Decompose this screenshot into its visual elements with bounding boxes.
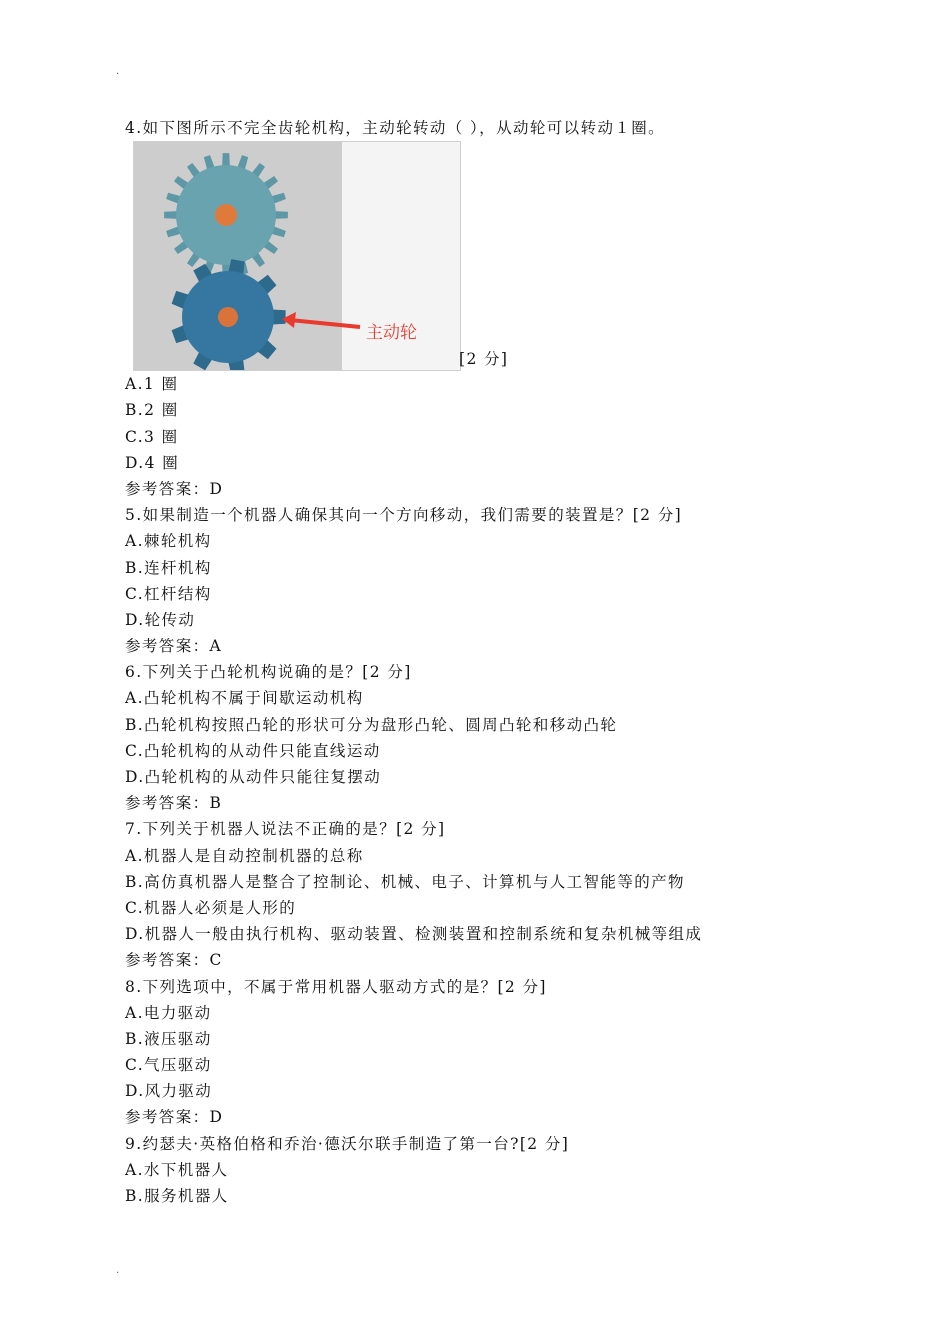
q7-option-b: B.高仿真机器人是整合了控制论、机械、电子、计算机与人工智能等的产物 — [125, 872, 685, 891]
q4-option-b: B.2 圈 — [125, 401, 179, 420]
q5-answer: 参考答案：A — [125, 637, 223, 656]
q6-option-b: B.凸轮机构按照凸轮的形状可分为盘形凸轮、圆周凸轮和移动凸轮 — [125, 715, 618, 734]
q7-option-d: D.机器人一般由执行机构、驱动装置、检测装置和控制系统和复杂机械等组成 — [125, 925, 703, 944]
driver-gear-hub — [218, 307, 238, 327]
q6-option-d: D.凸轮机构的从动件只能往复摆动 — [125, 768, 382, 786]
q5-option-b: B.连杆机构 — [125, 558, 212, 577]
q8-option-d: D.风力驱动 — [125, 1082, 213, 1101]
q8-option-b: B.液压驱动 — [125, 1029, 212, 1048]
q6-option-a: A.凸轮机构不属于间歇运动机构 — [125, 689, 364, 708]
q4-option-d: D.4 圈 — [125, 453, 180, 472]
q9-option-b: B.服务机器人 — [125, 1187, 229, 1205]
q4-answer: 参考答案：D — [125, 479, 224, 498]
q7-stem: 7.下列关于机器人说法不正确的是？[2 分] — [125, 820, 446, 839]
q9-stem: 9.约瑟夫·英格伯格和乔治·德沃尔联手制造了第一台?[2 分] — [125, 1134, 570, 1153]
q8-option-c: C.气压驱动 — [125, 1056, 212, 1075]
q7-option-c: C.机器人必须是人形的 — [125, 898, 297, 917]
q4-option-a: A.1 圈 — [125, 375, 179, 394]
q8-answer: 参考答案：D — [125, 1108, 224, 1127]
q8-stem: 8.下列选项中，不属于常用机器人驱动方式的是？[2 分] — [125, 977, 547, 996]
q5-option-c: C.杠杆结构 — [125, 584, 212, 603]
q5-stem: 5.如果制造一个机器人确保其向一个方向移动，我们需要的装置是？[2 分] — [125, 506, 683, 525]
q5-option-a: A.棘轮机构 — [125, 532, 212, 551]
q4-option-c: C.3 圈 — [125, 427, 179, 446]
q5-option-d: D.轮传动 — [125, 610, 196, 629]
q4-figure-row — [125, 141, 905, 371]
page-marker-bottom: . — [116, 1265, 120, 1276]
driver-gear-label: 主动轮 — [366, 323, 417, 344]
q6-option-c: C.凸轮机构的从动件只能直线运动 — [125, 741, 381, 760]
q4-score: [2 分] — [459, 350, 509, 369]
page-marker-top: . — [116, 66, 120, 77]
q6-stem: 6.下列关于凸轮机构说确的是？[2 分] — [125, 663, 412, 682]
driven-gear-hub — [215, 204, 237, 226]
document-body — [125, 115, 905, 1209]
q4-stem: 4.如下图所示不完全齿轮机构，主动轮转动（ ），从动轮可以转动１圈。 — [125, 119, 666, 137]
q6-answer: 参考答案：B — [125, 794, 223, 813]
gear-diagram — [134, 142, 460, 370]
q7-option-a: A.机器人是自动控制机器的总称 — [125, 846, 364, 865]
q7-answer: 参考答案：C — [125, 951, 223, 970]
gear-mechanism-image — [133, 141, 461, 371]
q9-option-a: A.水下机器人 — [125, 1160, 229, 1179]
q8-option-a: A.电力驱动 — [125, 1003, 212, 1022]
